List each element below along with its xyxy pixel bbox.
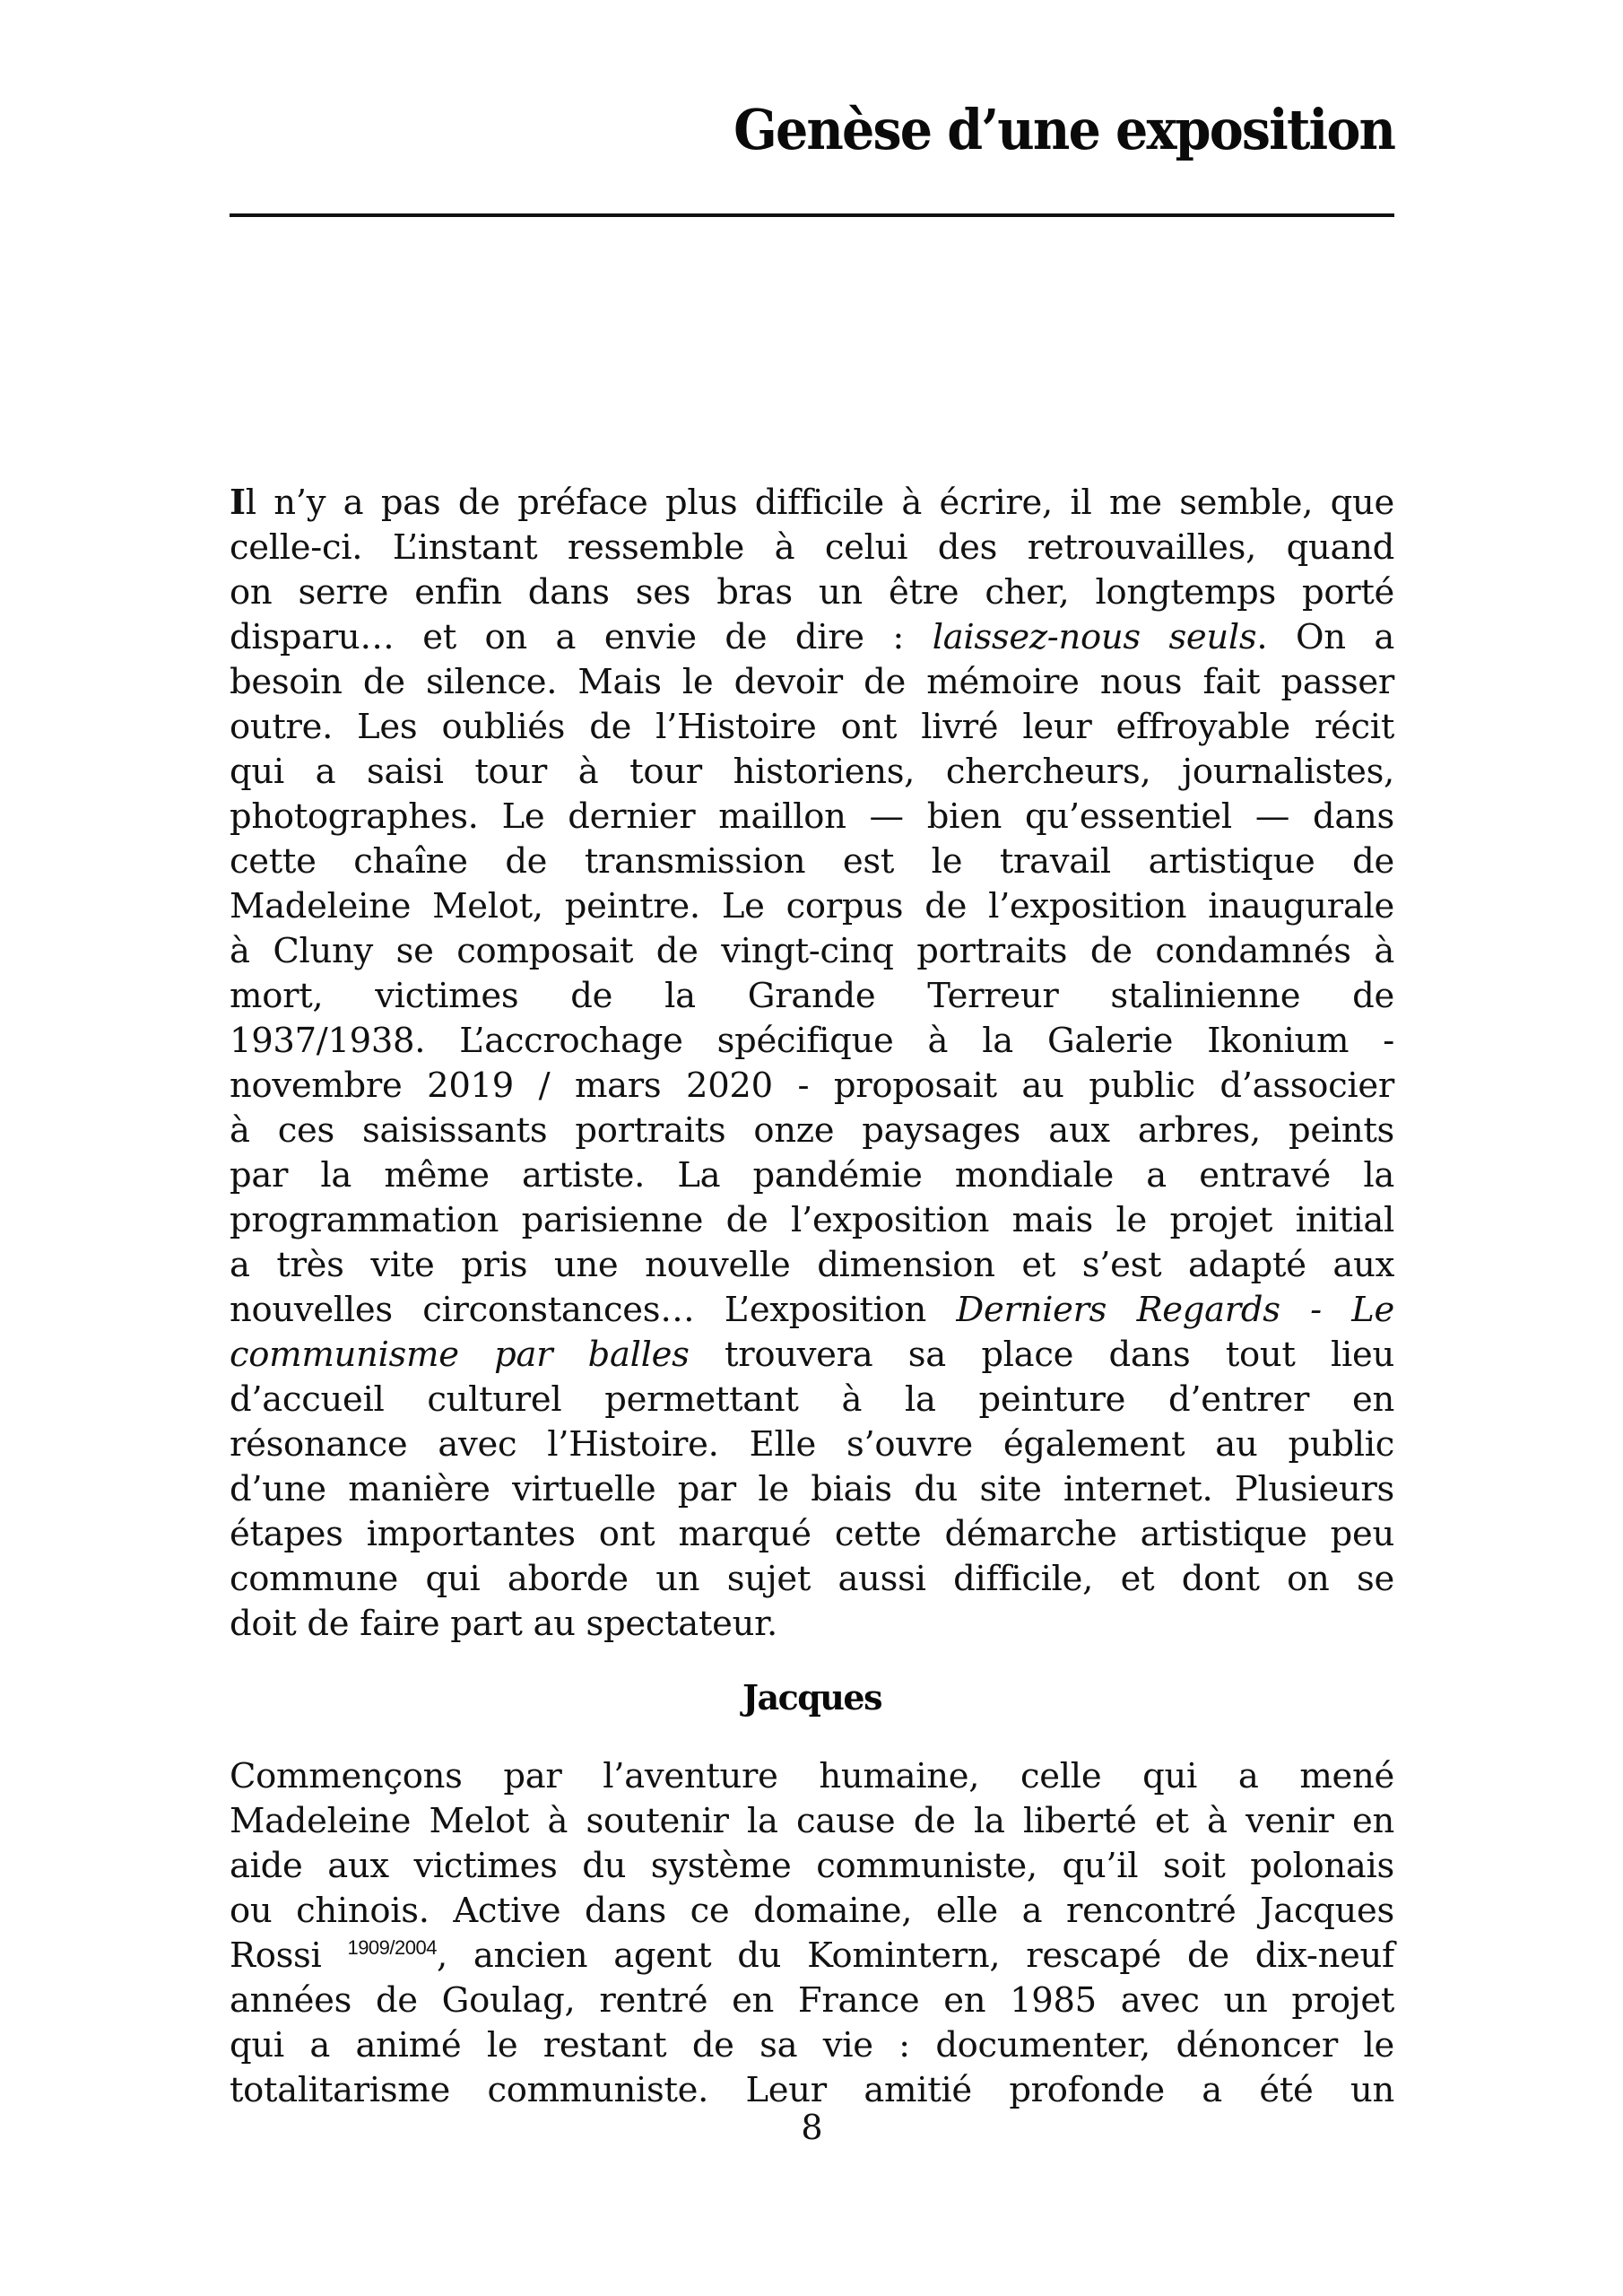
chapter-title: Genèse d’une exposition <box>733 97 1394 162</box>
text-line: outre. Les oubliés de l’Histoire ont livré leur effroyable récit <box>230 707 1394 747</box>
text-line: années de Goulag, rentré en France en 1985 avec un projet <box>230 1980 1394 2021</box>
text-line: novembre 2019 / mars 2020 - proposait au public d’associer <box>230 1065 1394 1106</box>
text-line: à Cluny se composait de vingt-cinq portraits de condamnés à <box>230 931 1394 971</box>
text-line: totalitarisme communiste. Leur amitié profonde a été un <box>230 2070 1394 2110</box>
text-line: qui a animé le restant de sa vie : documenter, dénoncer le <box>230 2025 1394 2066</box>
page-number: 8 <box>801 2108 823 2147</box>
text-line: on serre enfin dans ses bras un être cher, longtemps porté <box>230 572 1394 613</box>
header-divider <box>230 213 1394 217</box>
text-line: Commençons par l’aventure humaine, celle qui a mené <box>230 1756 1394 1796</box>
text-line: Madeleine Melot à soutenir la cause de la liberté et à venir en <box>230 1801 1394 1841</box>
dropcap-letter: I <box>230 483 246 523</box>
text-line: besoin de silence. Mais le devoir de mémoire nous fait passer <box>230 662 1394 702</box>
superscript-dates: 1909/2004 <box>347 1936 437 1959</box>
paragraph-jacques <box>230 1754 1394 2113</box>
paragraph-intro <box>230 481 1394 1647</box>
text-line: aide aux victimes du système communiste, qu’il soit polonais <box>230 1846 1394 1886</box>
text-line: cette chaîne de transmission est le travail artistique de <box>230 841 1394 882</box>
text-line: étapes importantes ont marqué cette démarche artistique peu <box>230 1514 1394 1554</box>
text-line: disparu… et on a envie de dire : laissez-nous seuls. On a <box>230 617 1394 657</box>
text-line: doit de faire part au spectateur. <box>230 1604 777 1644</box>
text-line: par la même artiste. La pandémie mondiale a entravé la <box>230 1155 1394 1196</box>
exhibition-title-italic: communisme par balles <box>230 1335 690 1375</box>
text-line: qui a saisi tour à tour historiens, chercheurs, journalistes, <box>230 752 1394 792</box>
text-line: programmation parisienne de l’exposition mais le projet initial <box>230 1200 1394 1240</box>
text-line: commune qui aborde un sujet aussi difficile, et dont on se <box>230 1559 1394 1599</box>
text-line: à ces saisissants portraits onze paysages aux arbres, peints <box>230 1110 1394 1151</box>
text-line: communisme par balles trouvera sa place dans tout lieu <box>230 1335 1395 1375</box>
text-line: a très vite pris une nouvelle dimension et s’est adapté aux <box>230 1245 1394 1285</box>
text-line: d’accueil culturel permettant à la peinture d’entrer en <box>230 1379 1394 1420</box>
text-line: nouvelles circonstances… L’exposition Derniers Regards - Le <box>230 1290 1394 1330</box>
text-line: Rossi $^{1909/2004}$, ancien agent du Komintern, rescapé de dix-neuf <box>230 1935 1395 1976</box>
section-heading: Jacques <box>742 1677 881 1718</box>
text-line: résonance avec l’Histoire. Elle s’ouvre également au public <box>230 1424 1394 1465</box>
text-line: ou chinois. Active dans ce domaine, elle a rencontré Jacques <box>230 1891 1394 1931</box>
text-line: mort, victimes de la Grande Terreur stalinienne de <box>230 976 1394 1016</box>
exhibition-title-italic: Derniers Regards - Le <box>956 1290 1394 1330</box>
text-line: celle-ci. L’instant ressemble à celui des retrouvailles, quand <box>230 527 1394 568</box>
italic-phrase: laissez-nous seuls <box>932 617 1257 657</box>
text-line: Il n’y a pas de préface plus difficile à écrire, il me semble, que <box>230 483 1394 523</box>
text-line: d’une manière virtuelle par le biais du site internet. Plusieurs <box>230 1469 1394 1509</box>
text-line: Madeleine Melot, peintre. Le corpus de l’exposition inaugurale <box>230 886 1394 926</box>
text-line: photographes. Le dernier maillon — bien qu’essentiel — dans <box>230 796 1394 837</box>
text-line: 1937/1938. L’accrochage spécifique à la Galerie Ikonium - <box>230 1021 1394 1061</box>
